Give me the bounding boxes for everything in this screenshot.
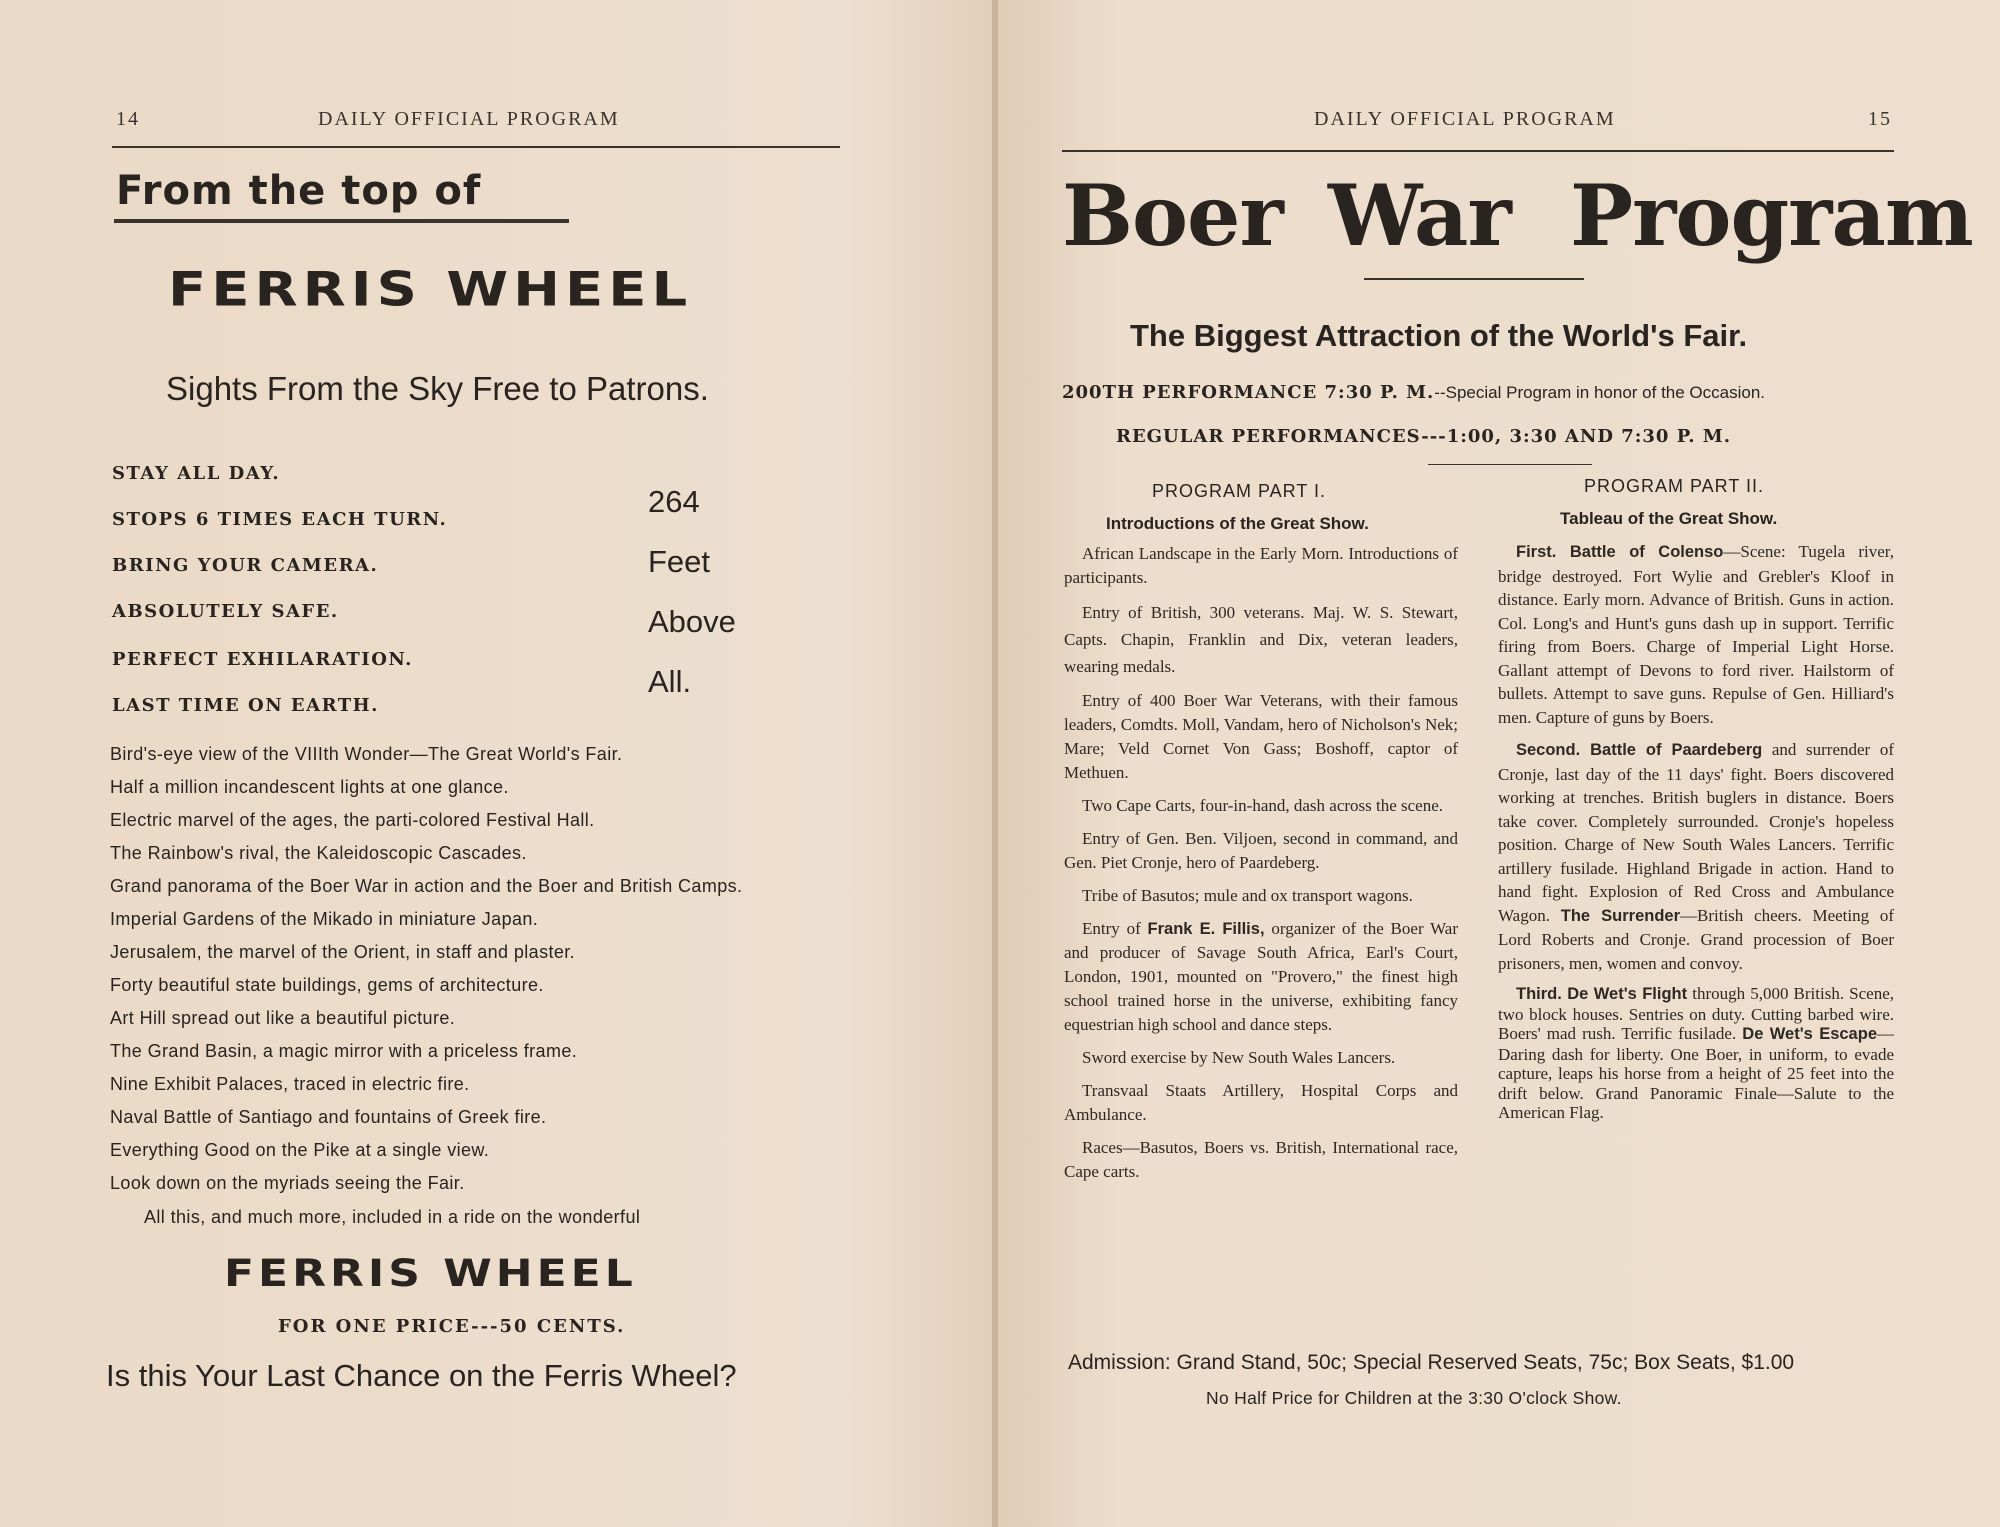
- headline: FERRIS WHEEL: [168, 262, 693, 318]
- closing-line: All this, and much more, included in a ride on the wonderful: [144, 1207, 641, 1227]
- feature-line: ABSOLUTELY SAFE.: [112, 601, 339, 622]
- feature-line: LAST TIME ON EARTH.: [112, 695, 379, 716]
- kicker: From the top of: [116, 168, 482, 214]
- subhead: Sights From the Sky Free to Patrons.: [166, 370, 709, 407]
- program-item: Two Cape Carts, four-in-hand, dash across the scene.: [1082, 796, 1444, 815]
- part2-column: [1498, 540, 1894, 1132]
- title-word: War: [1328, 166, 1511, 265]
- running-head-right: DAILY OFFICIAL PROGRAM: [1314, 108, 1616, 130]
- headline-repeat: FERRIS WHEEL: [224, 1252, 637, 1296]
- view-line: Jerusalem, the marvel of the Orient, in staff and plaster.: [110, 942, 576, 962]
- view-line: Everything Good on the Pike at a single view.: [110, 1140, 490, 1160]
- special-performance: [1062, 382, 1765, 403]
- part1-heading: PROGRAM PART I.: [1152, 481, 1327, 501]
- children-note: No Half Price for Children at the 3:30 O'clock Show.: [1206, 1388, 1622, 1408]
- view-line: Electric marvel of the ages, the parti-colored Festival Hall.: [110, 810, 595, 830]
- title-word: Boer: [1062, 166, 1283, 265]
- view-line: Nine Exhibit Palaces, traced in electric fire.: [110, 1074, 470, 1094]
- program-item: Entry of British, 300 veterans. Maj. W. S. Stewart, Capts. Chapin, Franklin and Dix, veteran leaders, wearing medals.: [1064, 603, 1458, 676]
- regular-performances: REGULAR PERFORMANCES---1:00, 3:30 AND 7:30 P. M.: [1116, 426, 1731, 447]
- view-line: Imperial Gardens of the Mikado in miniature Japan.: [110, 909, 539, 929]
- part2-heading: PROGRAM PART II.: [1584, 476, 1765, 496]
- program-item: Second. Battle of Paardeberg and surrender of Cronje, last day of the 11 days' fight. Boers discovered working at trenches. British buglers in distance. Boers take cover. Completely surrounded. Cronje's hopeless position. Charge of New South Wales Lancers. Terrific artillery fusilade. Highland Brigade in action. Hand to hand fight. Explosion of Red Cross and Ambulance Wagon. The Surrender—British cheers. Meeting of Lord Roberts and Cronje. Grand procession of Boer prisoners, men, women and convoy.: [1498, 740, 1895, 973]
- price-line: FOR ONE PRICE---50 CENTS.: [278, 1316, 626, 1337]
- page-number-left: 14: [116, 108, 140, 130]
- title-word: Program: [1570, 166, 1973, 265]
- last-chance: Is this Your Last Chance on the Ferris Wheel?: [106, 1358, 737, 1393]
- view-line: Half a million incandescent lights at one glance.: [110, 777, 509, 797]
- page-14: [0, 0, 994, 1527]
- section-rule: [1428, 464, 1592, 465]
- part1-subheading: Introductions of the Great Show.: [1106, 514, 1369, 533]
- height-word: 264: [648, 484, 700, 519]
- tagline: The Biggest Attraction of the World's Fair.: [1130, 318, 1748, 353]
- height-word: All.: [648, 664, 692, 699]
- header-rule-right: [1062, 150, 1894, 152]
- height-word: Above: [648, 604, 736, 639]
- feature-line: STOPS 6 TIMES EACH TURN.: [112, 509, 448, 530]
- program-item: Entry of 400 Boer War Veterans, with their famous leaders, Comdts. Moll, Vandam, hero of Nicholson's Nek; Mare; Veld Cornet Von Gass; Boshoff, captor of Methuen.: [1064, 691, 1458, 782]
- program-item: Tribe of Basutos; mule and ox transport wagons.: [1082, 886, 1413, 905]
- view-line: Art Hill spread out like a beautiful picture.: [110, 1008, 456, 1028]
- header-rule-left: [112, 146, 840, 148]
- running-head-left: DAILY OFFICIAL PROGRAM: [318, 108, 620, 130]
- view-line: Naval Battle of Santiago and fountains of Greek fire.: [110, 1107, 547, 1127]
- feature-line: PERFECT EXHILARATION.: [112, 649, 413, 670]
- view-line: The Grand Basin, a magic mirror with a priceless frame.: [110, 1041, 578, 1061]
- program-item: Third. De Wet's Flight through 5,000 British. Scene, two block houses. Sentries on duty. Cutting barbed wire. Boers' mad rush. Terrific fusilade. De Wet's Escape—Daring dash for liberty. One Boer, in uniform, to evade capture, leaps his horse from a height of 25 feet into the drift below. Grand Panoramic Finale—Salute to the American Flag.: [1498, 984, 1894, 1122]
- special-performance-label: 200TH PERFORMANCE 7:30 P. M.: [1062, 382, 1435, 403]
- height-word: Feet: [648, 544, 711, 579]
- program-item: Transvaal Staats Artillery, Hospital Corps and Ambulance.: [1064, 1081, 1458, 1124]
- view-line: Grand panorama of the Boer War in action and the Boer and British Camps.: [110, 876, 743, 896]
- view-line: Forty beautiful state buildings, gems of architecture.: [110, 975, 544, 995]
- part2-subheading: Tableau of the Great Show.: [1560, 509, 1778, 528]
- view-line: Bird's-eye view of the VIIIth Wonder—The Great World's Fair.: [110, 744, 623, 764]
- page-number-right: 15: [1868, 108, 1892, 130]
- title-rule: [1364, 278, 1584, 280]
- feature-line: BRING YOUR CAMERA.: [112, 555, 379, 576]
- admission-prices: Admission: Grand Stand, 50c; Special Reserved Seats, 75c; Box Seats, $1.00: [1068, 1351, 1795, 1374]
- page-15: [998, 0, 2000, 1527]
- view-line: The Rainbow's rival, the Kaleidoscopic Cascades.: [110, 843, 527, 863]
- program-item: African Landscape in the Early Morn. Introductions of participants.: [1064, 544, 1458, 587]
- program-item: Entry of Frank E. Fillis, organizer of the Boer War and producer of Savage South Africa, Earl's Court, London, 1901, mounted on "Provero," the finest high school trained horse in the universe, exhibiting fancy equestrian high school and dance steps.: [1064, 919, 1458, 1034]
- program-item: Races—Basutos, Boers vs. British, International race, Cape carts.: [1064, 1138, 1458, 1181]
- program-item: Entry of Gen. Ben. Viljoen, second in command, and Gen. Piet Cronje, hero of Paardeberg.: [1064, 829, 1458, 872]
- special-performance-note: --Special Program in honor of the Occasion.: [1434, 383, 1766, 402]
- part1-column: [1064, 542, 1458, 1193]
- kicker-underline: [114, 219, 569, 223]
- view-line: Look down on the myriads seeing the Fair.: [110, 1173, 465, 1193]
- feature-line: STAY ALL DAY.: [112, 463, 281, 484]
- program-item: Sword exercise by New South Wales Lancers.: [1082, 1048, 1396, 1067]
- program-item: First. Battle of Colenso—Scene: Tugela river, bridge destroyed. Fort Wylie and Grebler's Kloof in distance. Early morn. Advance of British. Guns in action. Col. Long's and Hunt's guns dash up in support. Terrific firing from Boers. Charge of Imperial Light Horse. Gallant attempt of Devons to ford river. Hailstorm of bullets. Attempt to save guns. Repulse of Gen. Hilliard's men. Capture of guns by Boers.: [1498, 542, 1894, 727]
